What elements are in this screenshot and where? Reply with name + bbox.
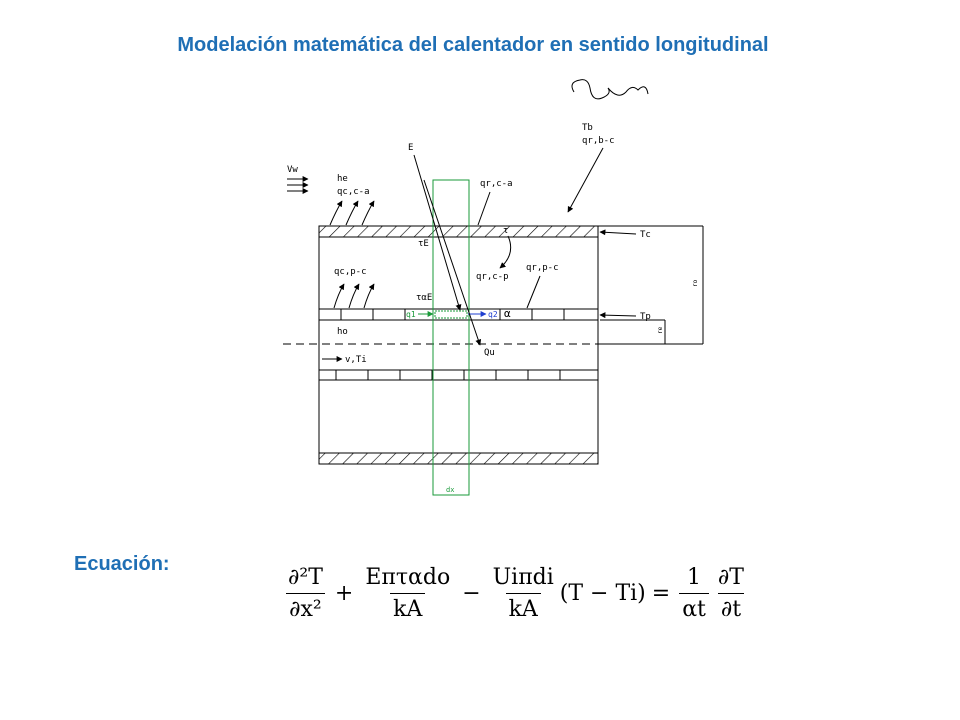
heat-equation [282, 558, 750, 628]
glass-cover-top [319, 226, 598, 237]
tauE-label: τE [418, 239, 429, 249]
v-ti-label: v,Ti [345, 355, 367, 365]
re-label: re [657, 326, 664, 334]
term-time-derivative: $\frac{\partial T}{\partial t}$ [717, 564, 744, 622]
ro-label: ro [692, 279, 699, 287]
ho-label: ho [337, 327, 348, 337]
alpha-label: α [504, 307, 511, 320]
qr-c-a-label: qr,c-a [480, 179, 513, 189]
term-inverse-diffusivity: $\frac{1}{\alpha t}$ [679, 565, 709, 622]
qu-label: Qu [484, 348, 495, 358]
plus-operator: + [334, 580, 354, 606]
dx-label: dx [446, 486, 455, 494]
term-second-derivative: $\frac{\text{∂²T}}{\text{∂x²}}$ [288, 564, 323, 622]
q2-label: q2 [488, 310, 498, 319]
term-loss: $\frac{\text{Uiπdi}}{kA}$ [492, 564, 554, 622]
tau-alpha-E-label: ταE [416, 293, 433, 303]
E-label: E [408, 143, 414, 153]
absorber-wall-bottom [319, 370, 598, 380]
cloud-icon [572, 80, 648, 99]
tau-label: τ [503, 226, 509, 236]
qr-p-c-label: qr,p-c [526, 263, 559, 273]
qc-c-a-label: qc,c-a [337, 187, 370, 197]
qr-c-p-label: qr,c-p [476, 272, 509, 282]
tb-label: Tb [582, 123, 593, 133]
equals-operator: = [651, 580, 671, 606]
vw-label: Vw [287, 165, 298, 175]
he-label: he [337, 174, 348, 184]
tp-label: Tp [640, 312, 651, 322]
term-source: $\frac{\text{Eπταdo}}{kA}$ [365, 564, 451, 622]
glass-cover-bottom [319, 453, 598, 464]
q1-label: q1 [406, 310, 416, 319]
minus-operator: − [462, 580, 481, 606]
temperature-difference: (T − Ti) [559, 580, 646, 606]
qc-p-c-label: qc,p-c [334, 267, 367, 277]
page-title: Modelación matemática del calentador en sentido longitudinal [177, 34, 769, 56]
qr-b-c-label: qr,b-c [582, 136, 615, 146]
tc-label: Tc [640, 230, 651, 240]
equation-label: Ecuación: [74, 553, 170, 575]
absorber-wall-top [319, 309, 598, 320]
